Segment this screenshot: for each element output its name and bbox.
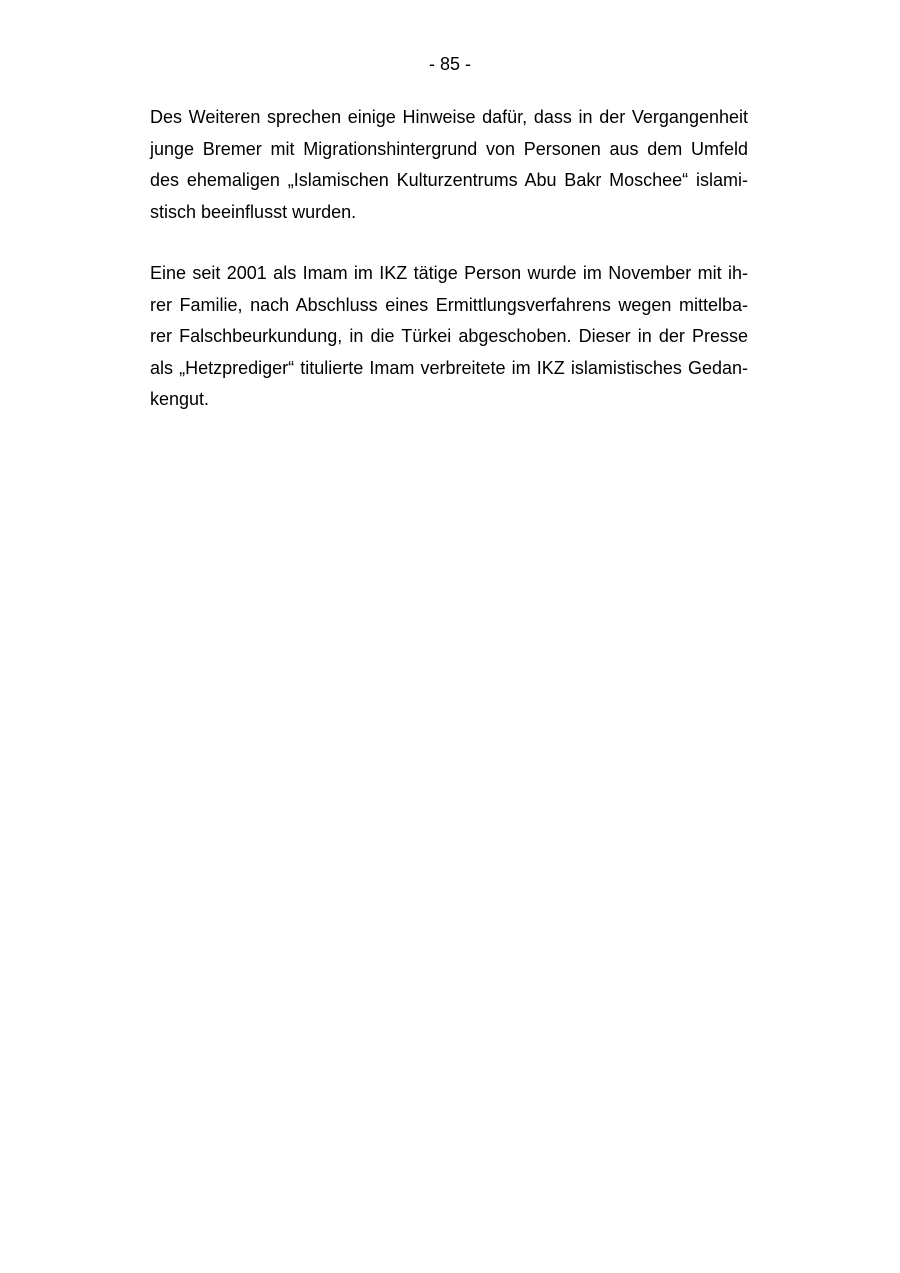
text-line: als „Hetzprediger“ titulierte Imam verbreitete im IKZ islamistisches Gedan- <box>150 357 748 378</box>
text-line: des ehemaligen „Islamischen Kulturzentrums Abu Bakr Moschee“ islami- <box>150 170 748 190</box>
text-line: Des Weiteren sprechen einige Hinweise dafür, dass in der Vergangenheit <box>150 107 748 127</box>
document-body <box>150 102 748 416</box>
text-line: junge Bremer mit Migrationshintergrund von Personen aus dem Umfeld <box>150 138 748 159</box>
text-line: rer Falschbeurkundung, in die Türkei abgeschoben. Dieser in der Presse <box>150 326 748 346</box>
text-line: Eine seit 2001 als Imam im IKZ tätige Person wurde im November mit ih- <box>150 263 748 283</box>
paragraph-1 <box>150 102 748 228</box>
text-line: kengut. <box>150 389 210 409</box>
paragraph-2 <box>150 258 748 416</box>
text-line: rer Familie, nach Abschluss eines Ermittlungsverfahrens wegen mittelba- <box>150 294 748 315</box>
page-number: - 85 - <box>428 54 471 74</box>
text-line: stisch beeinflusst wurden. <box>150 201 357 222</box>
